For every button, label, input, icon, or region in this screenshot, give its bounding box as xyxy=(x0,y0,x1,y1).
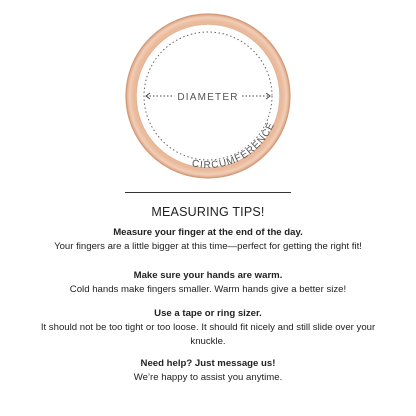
diameter-label: DIAMETER xyxy=(177,92,239,103)
circumference-label: CIRCUMFERENCE xyxy=(191,120,278,171)
tip-body: Cold hands make fingers smaller. Warm hands give a better size! xyxy=(69,284,347,295)
ring-diagram xyxy=(0,0,416,180)
tip-body: It should not be too tight or too loose. It should fit nicely and still slide over your knuckle. xyxy=(40,322,376,347)
tip-body: Your fingers are a little bigger at this time—perfect for getting the right fit! xyxy=(54,241,362,252)
tips-title: MEASURING TIPS! xyxy=(151,205,265,219)
tip-warm-hands xyxy=(0,269,416,297)
section-divider xyxy=(125,192,291,193)
tip-body: We’re happy to assist you anytime. xyxy=(133,372,283,383)
tip-heading: Measure your finger at the end of the day. xyxy=(113,227,303,238)
tip-end-of-day xyxy=(0,226,416,254)
tip-need-help xyxy=(0,357,416,385)
tip-ring-sizer xyxy=(0,307,416,349)
tip-heading: Make sure your hands are warm. xyxy=(133,270,283,281)
tip-heading: Use a tape or ring sizer. xyxy=(154,308,262,319)
tip-heading: Need help? Just message us! xyxy=(140,358,276,369)
ring-illustration xyxy=(0,0,416,180)
